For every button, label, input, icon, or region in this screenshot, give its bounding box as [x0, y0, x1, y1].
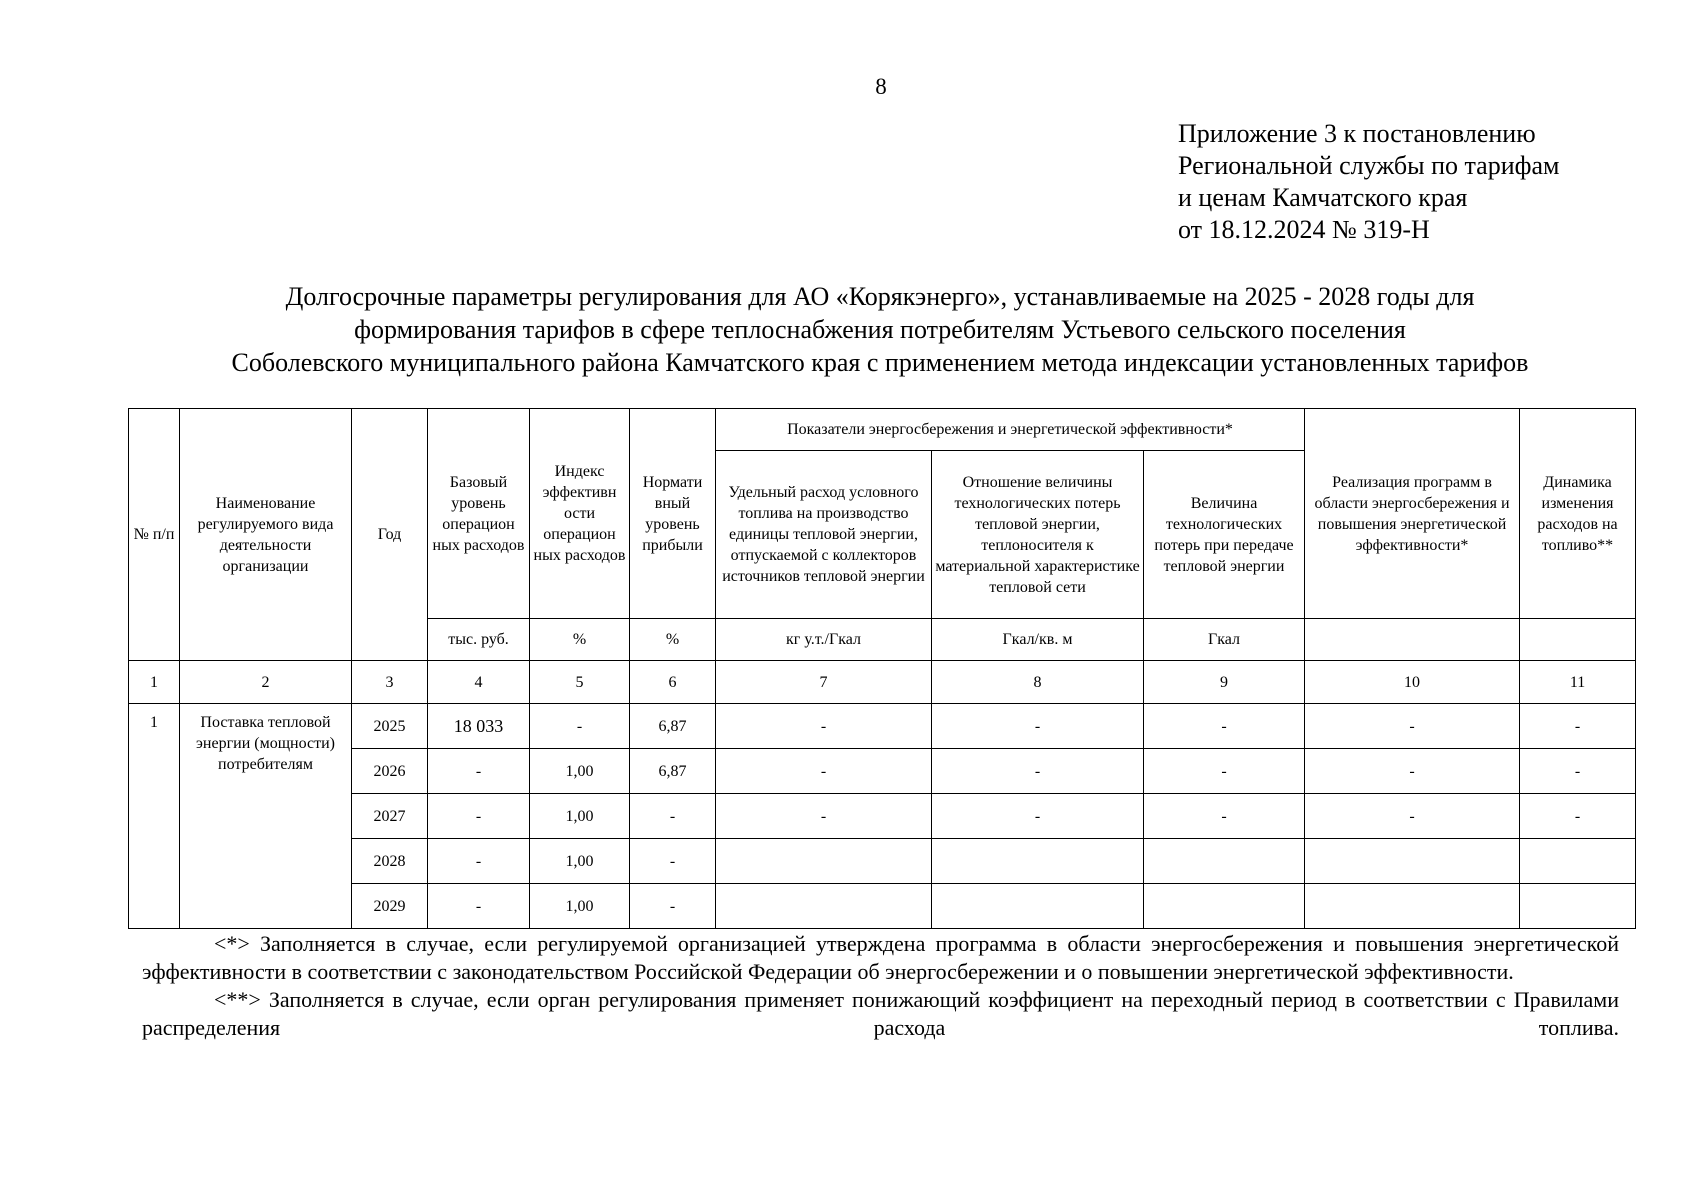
table-row — [129, 704, 1636, 749]
footnote-2: <**> Заполняется в случае, если орган регулирования применяет понижающий коэффициент на переходный период в соответствии с Правилами распределения расхода топлива. — [142, 987, 1619, 1040]
unit-programs — [1305, 619, 1520, 661]
header-base: Базовый уровень операцион ных расходов — [428, 409, 530, 619]
header-norm: Нормати вный уровень прибыли — [630, 409, 716, 619]
cell-norm: - — [630, 839, 716, 884]
row-name: Поставка тепловой энергии (мощности) потребителям — [180, 704, 352, 929]
cell-fuel — [716, 839, 932, 884]
header-year: Год — [352, 409, 428, 661]
footnotes — [142, 930, 1619, 1042]
cell-programs — [1305, 839, 1520, 884]
column-number: 10 — [1305, 661, 1520, 704]
cell-year: 2028 — [352, 839, 428, 884]
cell-base: - — [428, 884, 530, 929]
cell-year: 2026 — [352, 749, 428, 794]
cell-index: - — [530, 704, 630, 749]
footnote-1: <*> Заполняется в случае, если регулируемой организацией утверждена программа в области энергосбережения и повышения энергетической эффективности в соответствии с законодательством Российской Федерации об энергосбережении и о повышении энергетической эффективности. — [142, 931, 1619, 984]
title-line: формирования тарифов в сфере теплоснабжения потребителям Устьевого сельского поселения — [354, 315, 1406, 344]
cell-dynamics: - — [1520, 704, 1636, 749]
cell-index: 1,00 — [530, 749, 630, 794]
appendix-line: от 18.12.2024 № 319-Н — [1178, 215, 1430, 244]
column-number: 9 — [1144, 661, 1305, 704]
table-row — [129, 839, 1636, 884]
header-losses: Величина технологических потерь при передаче тепловой энергии — [1144, 451, 1305, 619]
header-programs: Реализация программ в области энергосбережения и повышения энергетической эффективности* — [1305, 409, 1520, 619]
cell-year: 2029 — [352, 884, 428, 929]
cell-programs: - — [1305, 704, 1520, 749]
appendix-header — [1178, 118, 1559, 246]
header-fuel: Удельный расход условного топлива на производство единицы тепловой энергии, отпускаемой с коллекторов источников тепловой энергии — [716, 451, 932, 619]
column-number: 8 — [932, 661, 1144, 704]
page-number: 8 — [875, 74, 887, 99]
cell-losses: - — [1144, 704, 1305, 749]
column-number: 6 — [630, 661, 716, 704]
appendix-line: и ценам Камчатского края — [1178, 183, 1468, 212]
parameters-table — [128, 408, 1636, 929]
cell-fuel: - — [716, 794, 932, 839]
column-number: 1 — [129, 661, 180, 704]
unit-losses: Гкал — [1144, 619, 1305, 661]
cell-losses — [1144, 839, 1305, 884]
cell-norm: 6,87 — [630, 749, 716, 794]
title-line: Долгосрочные параметры регулирования для АО «Корякэнерго», устанавливаемые на 2025 - 2028 годы для — [285, 282, 1475, 311]
unit-dynamics — [1520, 619, 1636, 661]
header-name: Наименование регулируемого вида деятельности организации — [180, 409, 352, 661]
cell-year: 2027 — [352, 794, 428, 839]
header-dynamics: Динамика изменения расходов на топливо** — [1520, 409, 1636, 619]
header-index: Индекс эффективн ости операцион ных расходов — [530, 409, 630, 619]
column-number: 11 — [1520, 661, 1636, 704]
cell-ratio — [932, 839, 1144, 884]
cell-norm: - — [630, 884, 716, 929]
unit-ratio: Гкал/кв. м — [932, 619, 1144, 661]
title-line: Соболевского муниципального района Камчатского края с применением метода индексации установленных тарифов — [231, 348, 1529, 377]
cell-fuel — [716, 884, 932, 929]
cell-dynamics — [1520, 839, 1636, 884]
cell-losses: - — [1144, 749, 1305, 794]
unit-index: % — [530, 619, 630, 661]
column-number: 2 — [180, 661, 352, 704]
cell-norm: - — [630, 794, 716, 839]
unit-norm: % — [630, 619, 716, 661]
column-number: 7 — [716, 661, 932, 704]
cell-base: - — [428, 794, 530, 839]
cell-index: 1,00 — [530, 884, 630, 929]
header-energy-group: Показатели энергосбережения и энергетической эффективности* — [716, 409, 1305, 451]
cell-norm: 6,87 — [630, 704, 716, 749]
cell-losses: - — [1144, 794, 1305, 839]
cell-ratio — [932, 884, 1144, 929]
cell-ratio: - — [932, 704, 1144, 749]
cell-programs: - — [1305, 749, 1520, 794]
unit-fuel: кг у.т./Гкал — [716, 619, 932, 661]
appendix-line: Региональной службы по тарифам — [1178, 151, 1560, 180]
unit-base: тыс. руб. — [428, 619, 530, 661]
cell-base: - — [428, 839, 530, 884]
column-number: 5 — [530, 661, 630, 704]
cell-index: 1,00 — [530, 839, 630, 884]
document-title — [130, 280, 1630, 379]
table-row — [129, 794, 1636, 839]
appendix-line: Приложение 3 к постановлению — [1178, 119, 1536, 148]
cell-dynamics: - — [1520, 794, 1636, 839]
cell-dynamics — [1520, 884, 1636, 929]
cell-fuel: - — [716, 704, 932, 749]
cell-programs — [1305, 884, 1520, 929]
cell-ratio: - — [932, 749, 1144, 794]
cell-base: 18 033 — [428, 704, 530, 749]
cell-ratio: - — [932, 794, 1144, 839]
cell-dynamics: - — [1520, 749, 1636, 794]
header-ratio: Отношение величины технологических потерь тепловой энергии, теплоносителя к материальной характеристике тепловой сети — [932, 451, 1144, 619]
row-num: 1 — [129, 704, 180, 929]
column-number: 4 — [428, 661, 530, 704]
header-num: № п/п — [129, 409, 180, 661]
cell-programs: - — [1305, 794, 1520, 839]
cell-index: 1,00 — [530, 794, 630, 839]
column-number: 3 — [352, 661, 428, 704]
cell-losses — [1144, 884, 1305, 929]
cell-base: - — [428, 749, 530, 794]
cell-fuel: - — [716, 749, 932, 794]
table-row — [129, 749, 1636, 794]
cell-year: 2025 — [352, 704, 428, 749]
table-row — [129, 884, 1636, 929]
